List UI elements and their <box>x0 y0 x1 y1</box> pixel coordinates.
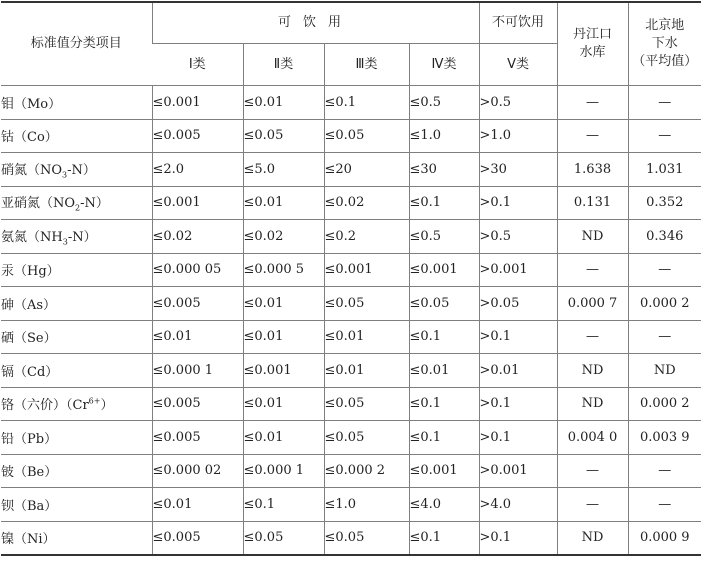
class-4-value: ≤0.01 <box>409 354 479 388</box>
danjiangkou-value: 0.004 0 <box>557 421 628 455</box>
danjiangkou-value: ND <box>557 387 628 421</box>
class-5-header: Ⅴ类 <box>479 44 557 86</box>
class-4-value: ≤0.1 <box>409 320 479 354</box>
class-4-value: ≤0.05 <box>409 287 479 321</box>
item-name-suffix: ） <box>100 398 114 414</box>
beijing-value: — <box>628 454 701 488</box>
item-name-subscript: 2 <box>75 204 81 214</box>
class-1-value: ≤0.01 <box>152 320 243 354</box>
beijing-header-line3: （平均值） <box>632 54 698 69</box>
item-name <box>1 220 152 254</box>
table-row-mo <box>1 86 701 120</box>
danjiangkou-value: 0.131 <box>557 186 628 220</box>
danjiangkou-value: 0.000 7 <box>557 287 628 321</box>
class-2-value: ≤0.01 <box>243 320 324 354</box>
table-row-no3 <box>1 153 701 187</box>
class-5-value: >0.1 <box>479 387 557 421</box>
beijing-value: 0.000 9 <box>628 521 701 555</box>
table-row-co <box>1 119 701 153</box>
table-row-ni <box>1 521 701 555</box>
class-5-value: >0.5 <box>479 220 557 254</box>
item-name: 汞（Hg） <box>1 253 152 287</box>
item-name-main: 硝氮（NO <box>1 162 63 178</box>
item-name: 铍（Be） <box>1 454 152 488</box>
class-3-value: ≤0.05 <box>324 421 409 455</box>
class-1-value: ≤0.01 <box>152 488 243 522</box>
beijing-value: 0.000 2 <box>628 387 701 421</box>
item-name <box>1 186 152 220</box>
class-4-value: ≤0.5 <box>409 220 479 254</box>
class-5-value: >0.05 <box>479 287 557 321</box>
beijing-value: 0.000 2 <box>628 287 701 321</box>
item-name <box>1 387 152 421</box>
item-name-suffix: -N） <box>80 196 109 212</box>
class-1-value: ≤0.000 02 <box>152 454 243 488</box>
item-name-subscript: 3 <box>62 170 68 180</box>
class-1-value: ≤0.005 <box>152 387 243 421</box>
item-name: 铅（Pb） <box>1 421 152 455</box>
beijing-value: — <box>628 119 701 153</box>
table-row-as <box>1 287 701 321</box>
beijing-value: ND <box>628 354 701 388</box>
class-1-value: ≤0.02 <box>152 220 243 254</box>
table-row-nh3 <box>1 220 701 254</box>
item-name-suffix: -N） <box>67 229 97 245</box>
class-4-value: ≤0.1 <box>409 521 479 555</box>
table-row-ba <box>1 488 701 522</box>
danjiangkou-value: 1.638 <box>557 153 628 187</box>
table-row-be <box>1 454 701 488</box>
class-3-value: ≤0.05 <box>324 387 409 421</box>
item-name: 钡（Ba） <box>1 488 152 522</box>
class-3-value: ≤20 <box>324 153 409 187</box>
class-5-value: >0.1 <box>479 521 557 555</box>
danjiangkou-value: — <box>557 320 628 354</box>
table-row-se <box>1 320 701 354</box>
class-2-value: ≤0.01 <box>243 421 324 455</box>
item-name-subscript: 3 <box>62 237 68 247</box>
class-5-value: >1.0 <box>479 119 557 153</box>
table-row-cd <box>1 354 701 388</box>
beijing-value: — <box>628 488 701 522</box>
beijing-header-line1: 北京地 <box>645 18 685 33</box>
class-3-value: ≤0.05 <box>324 287 409 321</box>
class-2-value: ≤0.05 <box>243 119 324 153</box>
category-header: 标准值分类项目 <box>1 2 152 86</box>
item-name: 镍（Ni） <box>1 521 152 555</box>
class-2-value: ≤0.000 5 <box>243 253 324 287</box>
class-2-value: ≤0.01 <box>243 86 324 120</box>
class-1-value: ≤0.005 <box>152 421 243 455</box>
class-2-value: ≤0.02 <box>243 220 324 254</box>
class-4-header: Ⅳ类 <box>409 44 479 86</box>
class-3-value: ≤0.001 <box>324 253 409 287</box>
class-2-value: ≤0.05 <box>243 521 324 555</box>
danjiangkou-value: ND <box>557 521 628 555</box>
beijing-value: — <box>628 86 701 120</box>
danjiangkou-value: — <box>557 119 628 153</box>
item-name: 镉（Cd） <box>1 354 152 388</box>
danjiangkou-header-text: 丹江口水库 <box>573 27 613 60</box>
class-3-value: ≤0.01 <box>324 354 409 388</box>
class-5-value: >0.1 <box>479 421 557 455</box>
class-2-value: ≤0.01 <box>243 186 324 220</box>
class-3-value: ≤0.000 2 <box>324 454 409 488</box>
table-row-cr6 <box>1 387 701 421</box>
beijing-value: 0.346 <box>628 220 701 254</box>
class-2-value: ≤0.001 <box>243 354 324 388</box>
class-5-value: >0.01 <box>479 354 557 388</box>
drinkable-header: 可饮用 <box>152 2 479 44</box>
class-5-value: >0.001 <box>479 454 557 488</box>
class-4-value: ≤0.1 <box>409 421 479 455</box>
beijing-header <box>628 2 701 86</box>
class-3-value: ≤0.02 <box>324 186 409 220</box>
danjiangkou-value: — <box>557 253 628 287</box>
class-3-value: ≤1.0 <box>324 488 409 522</box>
item-name-main: 铬（六价）（Cr <box>1 398 89 414</box>
beijing-value: 0.003 9 <box>628 421 701 455</box>
item-name-main: 亚硝氮（NO <box>1 196 76 212</box>
item-name <box>1 153 152 187</box>
class-1-value: ≤0.000 1 <box>152 354 243 388</box>
class-1-value: ≤0.000 05 <box>152 253 243 287</box>
danjiangkou-value: ND <box>557 220 628 254</box>
item-name: 钴（Co） <box>1 119 152 153</box>
class-3-value: ≤0.1 <box>324 86 409 120</box>
item-name-superscript: 6+ <box>88 396 101 406</box>
item-name: 钼（Mo） <box>1 86 152 120</box>
table-row-pb <box>1 421 701 455</box>
class-4-value: ≤0.001 <box>409 253 479 287</box>
header-row-top <box>1 2 701 44</box>
class-4-value: ≤1.0 <box>409 119 479 153</box>
item-name: 硒（Se） <box>1 320 152 354</box>
class-5-value: >0.1 <box>479 186 557 220</box>
danjiangkou-header <box>557 2 628 86</box>
class-1-value: ≤0.001 <box>152 186 243 220</box>
class-1-value: ≤2.0 <box>152 153 243 187</box>
class-3-value: ≤0.2 <box>324 220 409 254</box>
class-4-value: ≤0.001 <box>409 454 479 488</box>
danjiangkou-value: ND <box>557 354 628 388</box>
class-1-value: ≤0.001 <box>152 86 243 120</box>
class-2-value: ≤0.01 <box>243 287 324 321</box>
class-5-value: >30 <box>479 153 557 187</box>
class-4-value: ≤30 <box>409 153 479 187</box>
item-name-main: 氨氮（NH <box>1 229 63 245</box>
class-2-header: Ⅱ类 <box>243 44 324 86</box>
item-name-suffix: -N） <box>67 162 96 178</box>
class-5-value: >0.001 <box>479 253 557 287</box>
class-1-value: ≤0.005 <box>152 119 243 153</box>
class-4-value: ≤0.1 <box>409 387 479 421</box>
class-5-value: >0.5 <box>479 86 557 120</box>
class-5-value: >4.0 <box>479 488 557 522</box>
class-1-header: Ⅰ类 <box>152 44 243 86</box>
beijing-value: 0.352 <box>628 186 701 220</box>
danjiangkou-value: — <box>557 454 628 488</box>
water-standards-table <box>1 1 701 556</box>
class-1-value: ≤0.005 <box>152 521 243 555</box>
class-1-value: ≤0.005 <box>152 287 243 321</box>
class-3-value: ≤0.05 <box>324 521 409 555</box>
non-drinkable-header: 不可饮用 <box>479 2 557 44</box>
class-4-value: ≤4.0 <box>409 488 479 522</box>
beijing-value: — <box>628 320 701 354</box>
class-4-value: ≤0.1 <box>409 186 479 220</box>
item-name: 砷（As） <box>1 287 152 321</box>
class-3-value: ≤0.01 <box>324 320 409 354</box>
beijing-header-line2: 下水 <box>651 36 678 51</box>
class-2-value: ≤0.000 1 <box>243 454 324 488</box>
class-2-value: ≤0.1 <box>243 488 324 522</box>
class-3-value: ≤0.05 <box>324 119 409 153</box>
class-4-value: ≤0.5 <box>409 86 479 120</box>
table-row-hg <box>1 253 701 287</box>
beijing-value: 1.031 <box>628 153 701 187</box>
beijing-value: — <box>628 253 701 287</box>
class-5-value: >0.1 <box>479 320 557 354</box>
class-2-value: ≤5.0 <box>243 153 324 187</box>
danjiangkou-value: — <box>557 488 628 522</box>
class-2-value: ≤0.01 <box>243 387 324 421</box>
table-row-no2 <box>1 186 701 220</box>
danjiangkou-value: — <box>557 86 628 120</box>
class-3-header: Ⅲ类 <box>324 44 409 86</box>
